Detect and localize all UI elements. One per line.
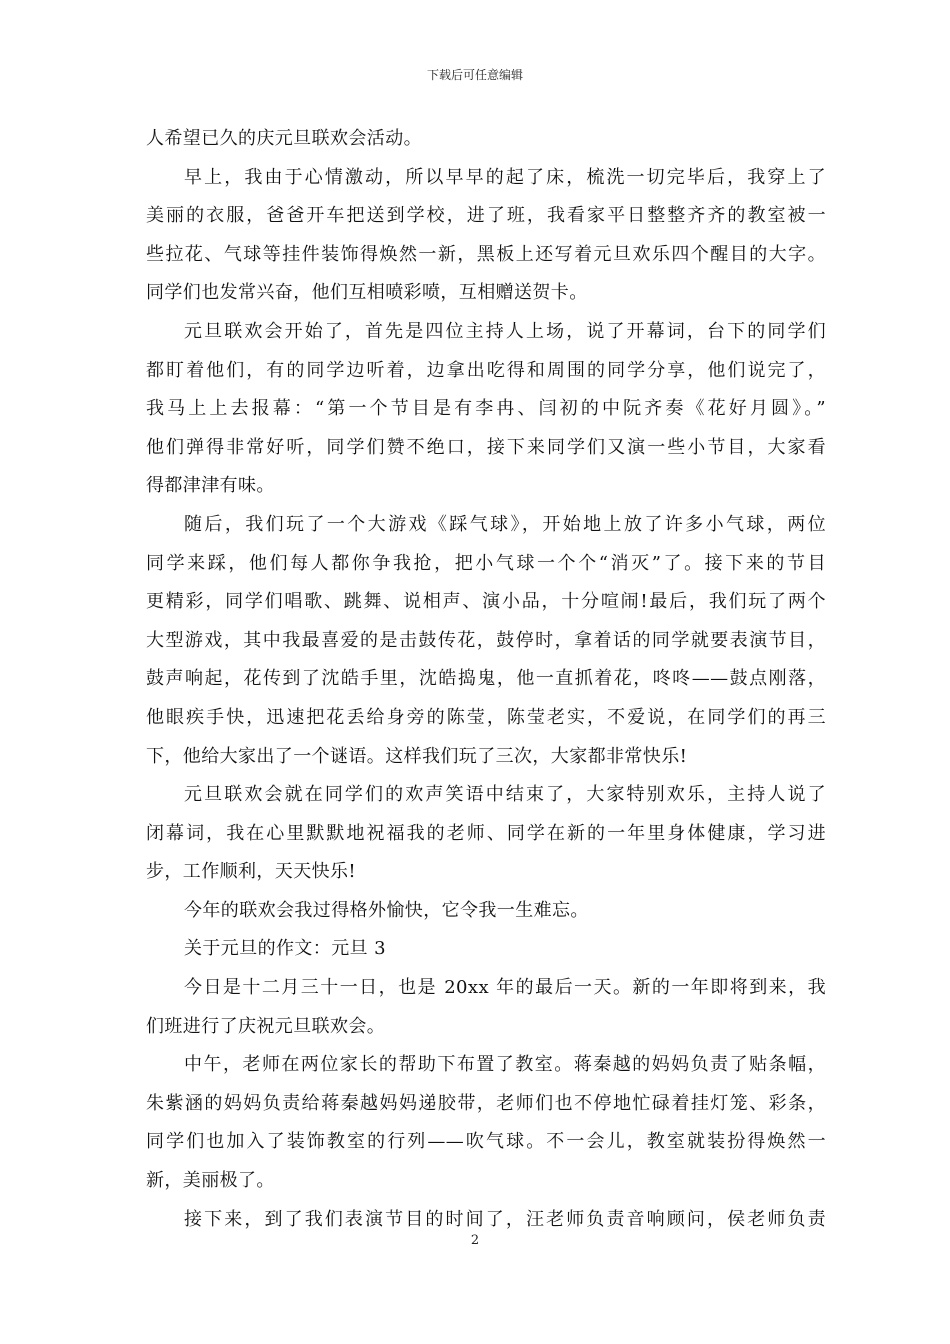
text-line: 得都津津有味。	[146, 475, 275, 497]
text-line: 元旦联欢会就在同学们的欢声笑语中结束了，大家特别欢乐，主持人说了	[184, 784, 826, 806]
text-line: 闭幕词，我在心里默默地祝福我的老师、同学在新的一年里身体健康，学习进	[146, 822, 826, 844]
text-line: 接下来，到了我们表演节目的时间了，汪老师负责音响顾问，侯老师负责	[184, 1208, 826, 1230]
text-line: 新，美丽极了。	[146, 1170, 275, 1192]
text-line: 鼓声响起，花传到了沈皓手里，沈皓捣鬼，他一直抓着花，咚咚——鼓点刚落，	[146, 668, 826, 690]
essay-body	[146, 120, 826, 1239]
text-line: 同学来踩，他们每人都你争我抢，把小气球一个个“消灭”了。接下来的节目	[146, 552, 826, 574]
text-line: 大型游戏，其中我最喜爱的是击鼓传花，鼓停时，拿着话的同学就要表演节目，	[146, 629, 826, 651]
text-line: 今年的联欢会我过得格外愉快，它令我一生难忘。	[184, 899, 589, 921]
text-line: 些拉花、气球等挂件装饰得焕然一新，黑板上还写着元旦欢乐四个醒目的大字。	[146, 243, 826, 265]
text-line: 朱紫涵的妈妈负责给蒋秦越妈妈递胶带，老师们也不停地忙碌着挂灯笼、彩条，	[146, 1092, 826, 1114]
text-line: 元旦联欢会开始了，首先是四位主持人上场，说了开幕词，台下的同学们	[184, 320, 826, 342]
text-line: 都盯着他们，有的同学边听着，边拿出吃得和周围的同学分享，他们说完了，	[146, 359, 826, 381]
text-line: 同学们也加入了装饰教室的行列——吹气球。不一会儿，教室就装扮得焕然一	[146, 1131, 826, 1153]
text-line: 中午，老师在两位家长的帮助下布置了教室。蒋秦越的妈妈负责了贴条幅，	[184, 1054, 826, 1076]
text-line: 下，他给大家出了一个谜语。这样我们玩了三次，大家都非常快乐!	[146, 745, 688, 767]
text-line: 随后，我们玩了一个大游戏《踩气球》，开始地上放了许多小气球，两位	[184, 513, 826, 535]
section-heading: 关于元旦的作文：元旦 3	[184, 938, 386, 960]
text-line: 早上，我由于心情激动，所以早早的起了床，梳洗一切完毕后，我穿上了	[184, 166, 826, 188]
text-line: 同学们也发常兴奋，他们互相喷彩喷，互相赠送贺卡。	[146, 282, 588, 304]
text-line: 我马上上去报幕：“第一个节目是有李冉、闫初的中阮齐奏《花好月圆》。”	[146, 398, 826, 420]
page-header-note: 下载后可任意编辑	[426, 68, 523, 82]
text-line: 今日是十二月三十一日，也是 20xx 年的最后一天。新的一年即将到来，我	[184, 977, 826, 999]
text-line: 们班进行了庆祝元旦联欢会。	[146, 1015, 386, 1037]
text-line: 他们弹得非常好听，同学们赞不绝口，接下来同学们又演一些小节目，大家看	[146, 436, 826, 458]
page-number: 2	[470, 1233, 480, 1248]
text-line: 人希望已久的庆元旦联欢会活动。	[146, 128, 422, 149]
text-line: 美丽的衣服，爸爸开车把送到学校，进了班，我看家平日整整齐齐的教室被一	[146, 205, 826, 227]
text-line: 他眼疾手快，迅速把花丢给身旁的陈莹，陈莹老实，不爱说，在同学们的再三	[146, 706, 826, 728]
text-line: 步，工作顺利，天天快乐!	[146, 861, 357, 883]
text-line: 更精彩，同学们唱歌、跳舞、说相声、演小品，十分喧闹!最后，我们玩了两个	[146, 591, 826, 613]
